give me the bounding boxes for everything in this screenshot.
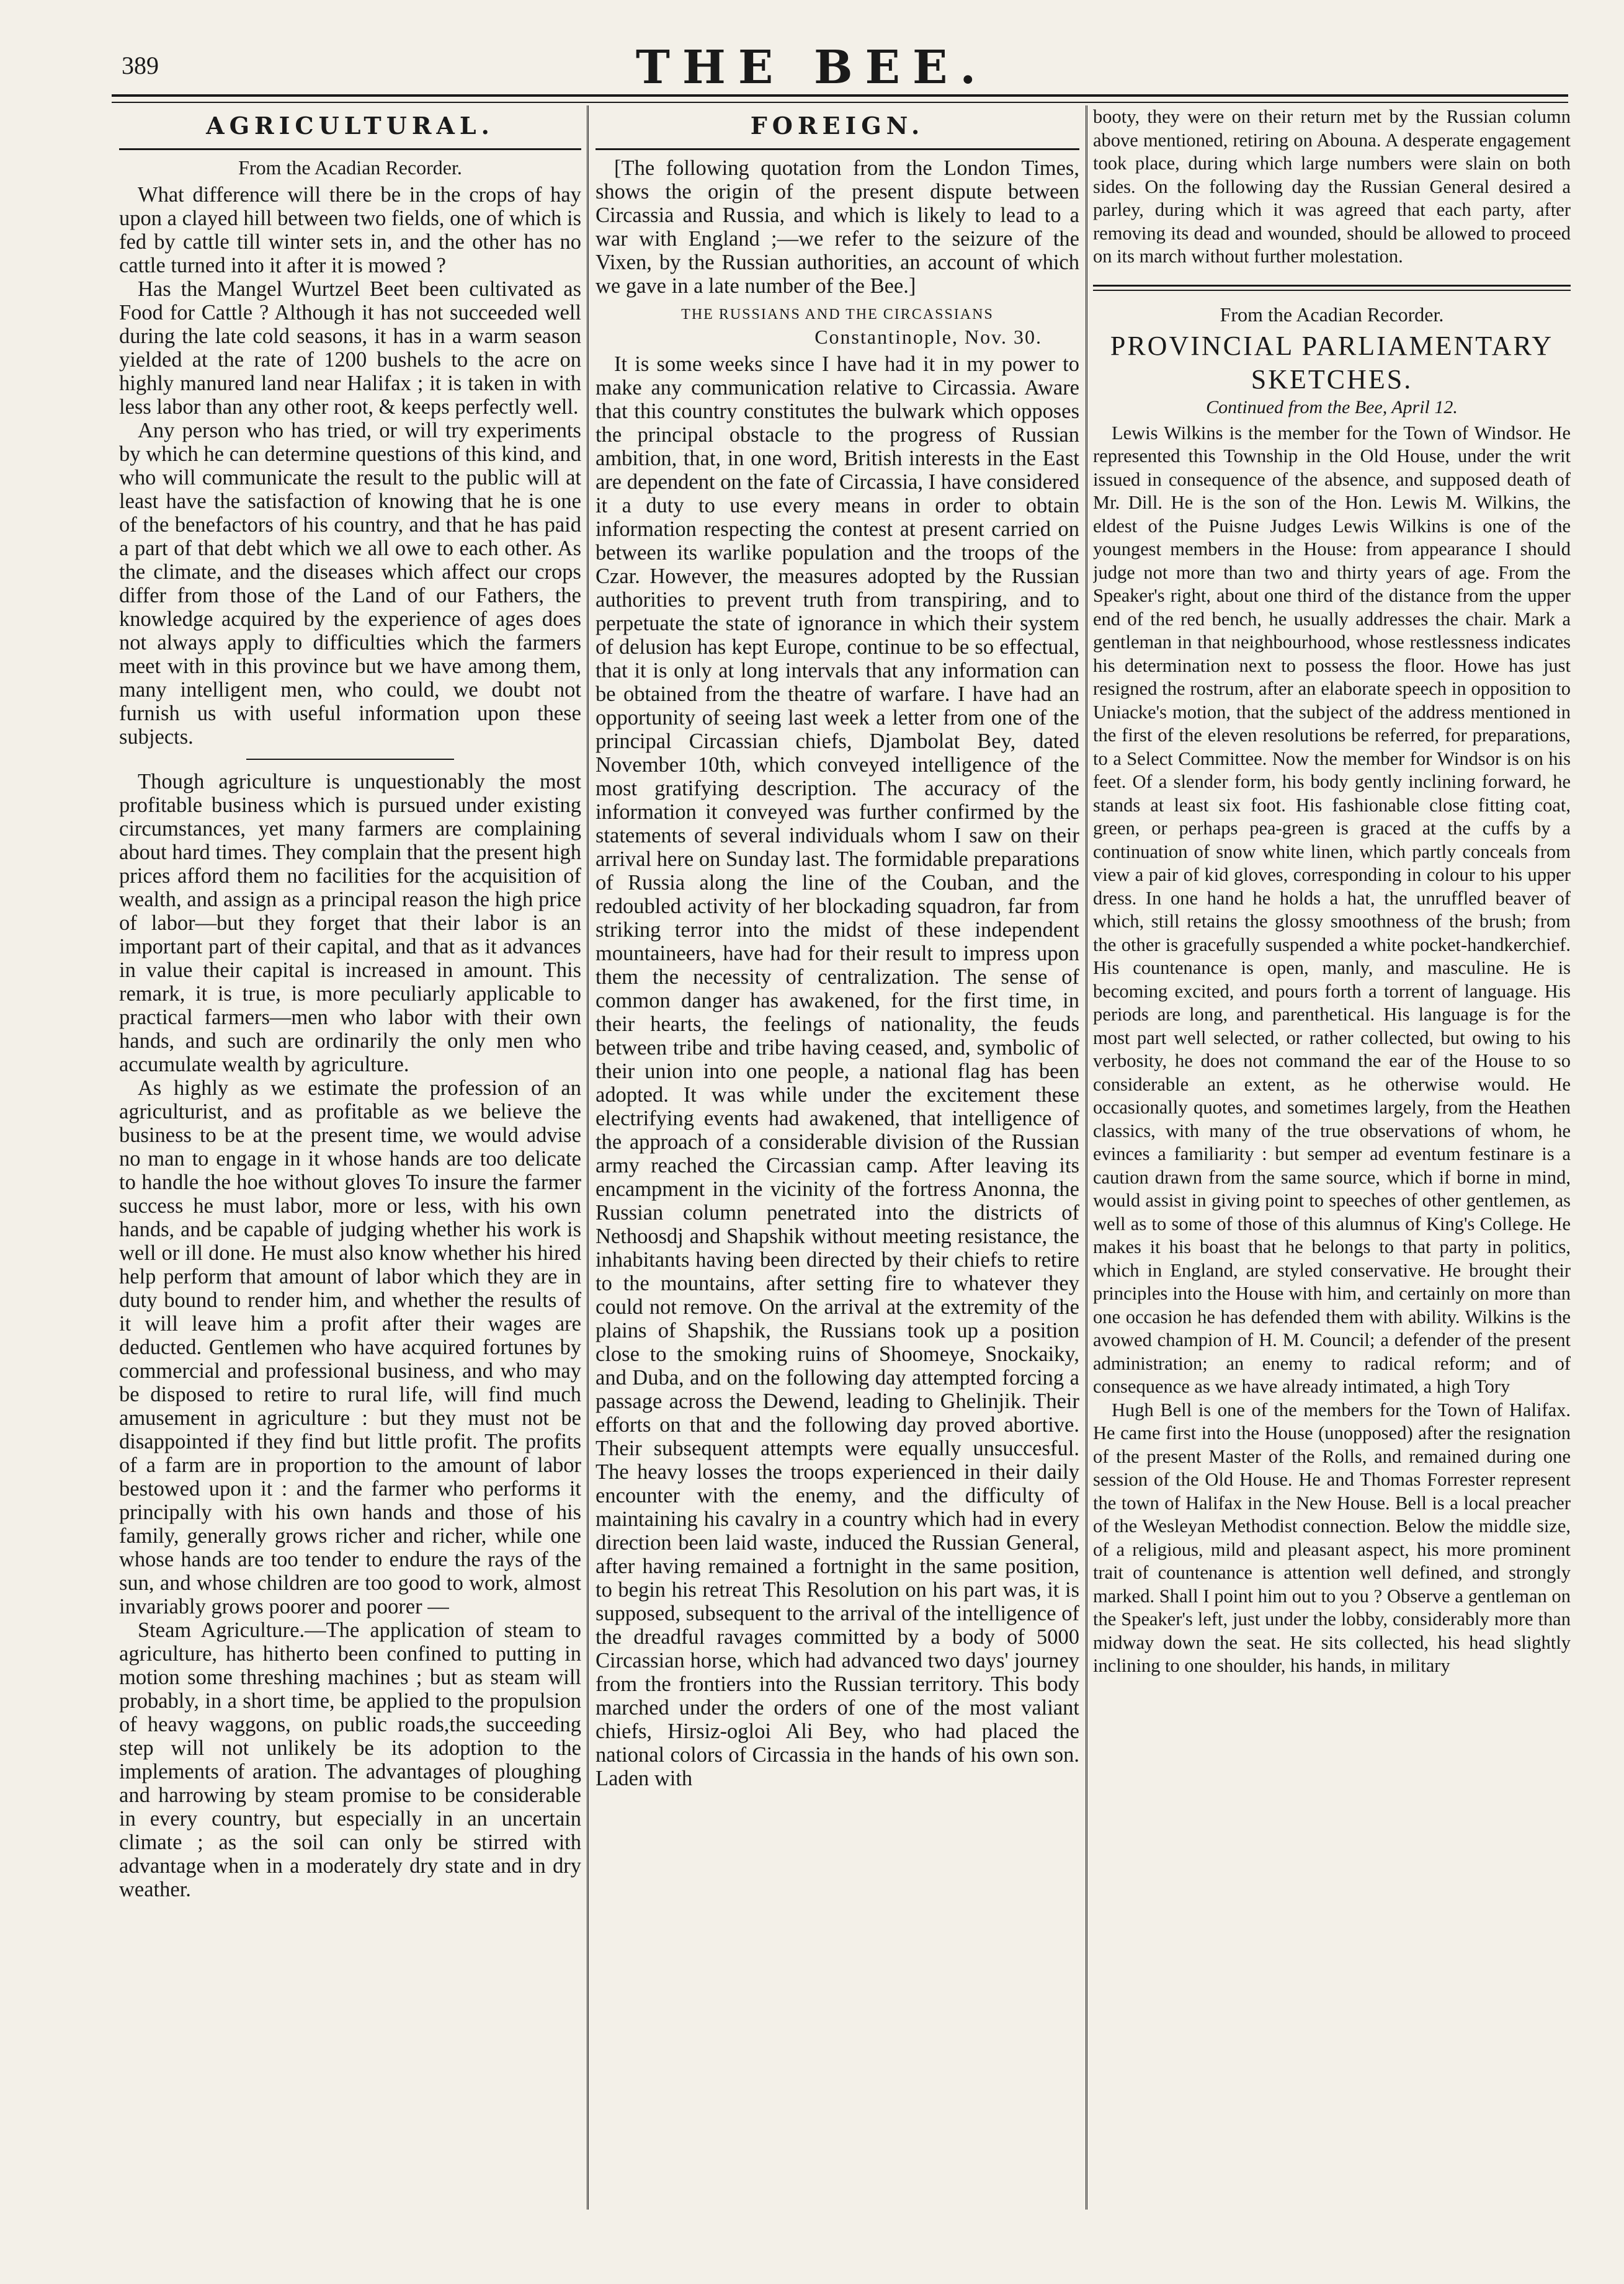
column-divider-right [1086, 105, 1087, 2210]
article-subhead: THE RUSSIANS AND THE CIRCASSIANS [681, 306, 994, 323]
article-paragraph: Has the Mangel Wurtzel Beet been cultivated as Food for Cattle ? Although it has not succeeded well during the late cold seasons, it has in a warm season yielded at the rate of 1200 bushels to the acre on highly manured land near Halifax ; it is taken in with less labor than any other root, & keeps perfectly well. [119, 277, 581, 419]
section-heading-foreign: FOREIGN. [596, 105, 1079, 150]
article-paragraph: It is some weeks since I have had it in my power to make any communication relative to Circassia. Aware that this country constitutes the bulwark which opposes the principal obstacle to the progress of Russian ambition, that, in one word, British interests in the East are dependent on the fate of Circassia, I have considered it a duty to use every means in order to obtain information respecting the contest at present carried on between its warlike population and the troops of the Czar. However, the measures adopted by the Russian authorities to prevent truth from transpiring, and to perpetuate the state of ignorance in which their system of delusion has kept Europe, continue to be so effectual, that it is only at long intervals that any information can be obtained from the theatre of warfare. I have had an opportunity of seeing last week a letter from one of the principal Circassian chiefs, Djambolat Bey, dated November 10th, which conveyed intelligence of the most gratifying description. The accuracy of the information it conveyed was further confirmed by the statements of several individuals whom I saw on their arrival here on Sunday last. The formidable preparations of Russia along the line of the Couban, and the redoubled activity of her blockading squadron, far from striking terror into the midst of these independent mountaineers, have had for their result to impress upon them the necessity of centralization. The sense of common danger has awakened, for the first time, in their hearts, the feelings of nationality, the feuds between tribe and tribe having ceased, and, symbolic of their union into one people, a national flag has been adopted. It was while under the excitement these electrifying events had awakened, that intelligence of the approach of a considerable division of the Russian army reached the Circassian camp. After leaving its encampment in the vicinity of the fortress Anonna, the Russian column penetrated into the districts of Nethoosdj and Shapshik without meeting resistance, the inhabitants having been directed by their chiefs to retire to the mountains, after setting fire to whatever they could not remove. On the arrival at the extremity of the plains of Shapshik, the Russians took up a position close to the smoking ruins of Shoomeye, Snockaiky, and Duba, and on the following day attempted forcing a passage across the Dewend, leading to Ghelinjik. Their efforts on that and the following day proved abortive. Their subsequent attempts were equally unsuccesful. The heavy losses the troops experienced in their daily encounter with the enemy, and the difficulty of maintaining his cavalry in a country which had in every direction been laid waste, induced the Russian General, after having remained a fortnight in the same position, to begin his retreat This Resolution on his part was, it is supposed, subsequent to the arrival of the intelligence of the dreadful ravages committed by a body of 5000 Circassian horse, which had advanced two days' journey from the frontiers into the Russian territory. This body marched under the orders of one of the most valiant chiefs, Hirsiz-ogloi Ali Bey, who had placed the national colors of Circassia in the hands of his own son. Laden with [596, 352, 1079, 1790]
divider [246, 759, 454, 760]
article-paragraph: What difference will there be in the crops of hay upon a clayed hill between two fields, one of which is fed by cattle till winter sets in, and the other has no cattle turned into it after it is mowed ? [119, 183, 581, 277]
continued-note: Continued from the Bee, April 12. [1206, 396, 1458, 417]
continued-paragraph: booty, they were on their return met by the Russian column above mentioned, retiring on Abouna. A desperate engagement took place, during which large numbers were slain on both sides. On the following day the Russian General desired a parley, during which it was agreed that each party, after removing its dead and wounded, should be allowed to proceed on its march without further molestation. [1093, 106, 1571, 267]
column-divider-left [587, 105, 589, 2210]
source-line: From the Acadian Recorder. [238, 156, 462, 179]
header-rule [112, 94, 1568, 103]
page-number: 389 [122, 51, 159, 79]
article-title-line1: PROVINCIAL PARLIAMENTARY [1110, 330, 1554, 361]
divider [1093, 285, 1571, 291]
article-paragraph: Any person who has tried, or will try experiments by which he can determine questions of this kind, and who will communicate the result to the public will at least have the satisfaction of knowing that he is one of the benefactors of his country, and that he has paid a part of that debt which we all owe to each other. As the climate, and the diseases which affect our crops differ from those of the Land of our Fathers, the knowledge acquired by the experience of ages does not always apply to difficulties which the farmers meet with in this province but we have among them, many intelligent men, who could, we doubt not furnish us with useful information upon these subjects. [119, 419, 581, 749]
article-paragraph: Though agriculture is unquestionably the most profitable business which is pursued under existing circumstances, yet many farmers are complaining about hard times. They complain that the present high prices afford them no facilities for the acquisition of wealth, and assign as a principal reason the high price of labor—but they forget that their labor is an important part of their capital, and that as it advances in value their capital is increased in amount. This remark, it is true, is more peculiarly applicable to practical farmers—men who labor with their own hands, and such are ordinarily the only men who accumulate wealth by agriculture. [119, 770, 581, 1076]
article-paragraph: Steam Agriculture.—The application of steam to agriculture, has hitherto been confined to putting in motion some threshing machines ; but as steam will probably, in a short time, be applied to the propulsion of heavy waggons, on public roads,the succeeding step will not unlikely be its adoption to the implements of aration. The advantages of ploughing and harrowing by steam promise to be considerable in every country, but especially in an uncertain climate ; as the soil can only be stirred with advantage when in a moderately dry state and in dry weather. [119, 1618, 581, 1901]
source-line: From the Acadian Recorder. [1220, 303, 1444, 326]
section-heading-agricultural: AGRICULTURAL. [119, 105, 581, 150]
column-foreign [596, 105, 1079, 2284]
masthead: THE BEE. [635, 41, 989, 94]
intro-paragraph: [The following quotation from the London Times, shows the origin of the present dispute between Circassia and Russia, and which is likely to lead to a war with England ;—we refer to the seizure of the Vixen, by the Russian authorities, an account of which we gave in a late number of the Bee.] [596, 156, 1079, 298]
column-right [1093, 105, 1571, 2284]
article-title-line2: SKETCHES. [1251, 364, 1413, 395]
article-paragraph: As highly as we estimate the profession of an agriculturist, and as profitable as we believe the business to be at the present time, we would advise no man to engage in it whose hands are too delicate to handle the hoe without gloves To insure the farmer success he must labor, more or less, with his own hands, and be capable of judging whether his work is well or ill done. He must also know whether his hired help perform that amount of labor which they are in duty bound to render him, and whether the results of it will leave him a profit after their wages are deducted. Gentlemen who have acquired fortunes by commercial and professional business, and who may be disposed to retire to rural life, will find much amusement in agriculture : but they must not be disappointed if they find but little profit. The profits of a farm are in proportion to the amount of labor bestowed upon it : and the farmer who performs it principally with his own hands and those of his family, generally grows richer and richer, while one whose hands are too tender to endure the rays of the sun, and whose children are too good to work, almost invariably grows poorer and poorer — [119, 1076, 581, 1618]
article-paragraph: Hugh Bell is one of the members for the Town of Halifax. He came first into the House (unopposed) after the resignation of the present Master of the Rolls, and remained during one session of the Old House. He and Thomas Forrester represent the town of Halifax in the New House. Bell is a local preacher of the Wesleyan Methodist connection. Below the middle size, of a religious, mild and pleasant aspect, his more prominent trait of countenance is attention well defined, and strongly marked. Shall I point him out to you ? Observe a gentleman on the Speaker's left, just under the lobby, considerably more than midway down the seat. He sits collected, his head slightly inclining to one shoulder, his hands, in military [1093, 1399, 1571, 1676]
article-paragraph: Lewis Wilkins is the member for the Town of Windsor. He represented this Township in the Old House, under the writ issued in consequence of the absence, and supposed death of Mr. Dill. He is the son of the Hon. Lewis M. Wilkins, the eldest of the Puisne Judges Lewis Wilkins is one of the youngest members in the House: from appearance I should judge not more than two and thirty years of age. From the Speaker's right, about one third of the distance from the upper end of the red bench, he usually addresses the chair. Mark a gentleman in that neighbourhood, whose restlessness indicates his determination next to possess the floor. Howe has just resigned the rostrum, after an elaborate speech in opposition to Uniacke's motion, that the subject of the address mentioned in the first of the eleven resolutions be referred, for preparations, to a Select Committee. Now the member for Windsor is on his feet. Of a slender form, his body gently inclining forward, he stands at least six foot. His fashionable close fitting coat, green, or perhaps pea-green is graced at the cuffs by a continuation of snow white linen, which partly conceals from view a pair of kid gloves, corresponding in colour to his upper dress. In one hand he holds a hat, the unruffled beaver of which, still retains the glossy smoothness of the brush; from the other is gracefully suspended a white pocket-handkerchief. His countenance is open, manly, and masculine. He is becoming excited, and pours forth a torrent of language. His periods are long, and parenthetical. His language is for the most part well selected, or rather collected, but owing to his verbosity, he does not command the ear of the House to so considerable an extent, as he otherwise would. He occasionally quotes, and sometimes largely, from the Heathen classics, with many of the true observations of whom, he evinces a familiarity : but semper ad eventum festinare is a caution drawn from the same source, which if borne in mind, would assist in giving point to speeches of other gentlemen, as well as to some of those of this alumnus of King's College. He makes it his boast that he belongs to that party in politics, which in England, are styled conservative. He brought their principles into the House with him, and certainly on more than one occasion he has defended them with ability. Wilkins is the avowed champion of H. M. Council; a defender of the present administration; an enemy to radical reform; and of consequence as we have already intimated, a high Tory [1093, 422, 1571, 1397]
dateline: Constantinople, Nov. 30. [814, 326, 1042, 348]
column-agricultural [119, 105, 581, 2284]
